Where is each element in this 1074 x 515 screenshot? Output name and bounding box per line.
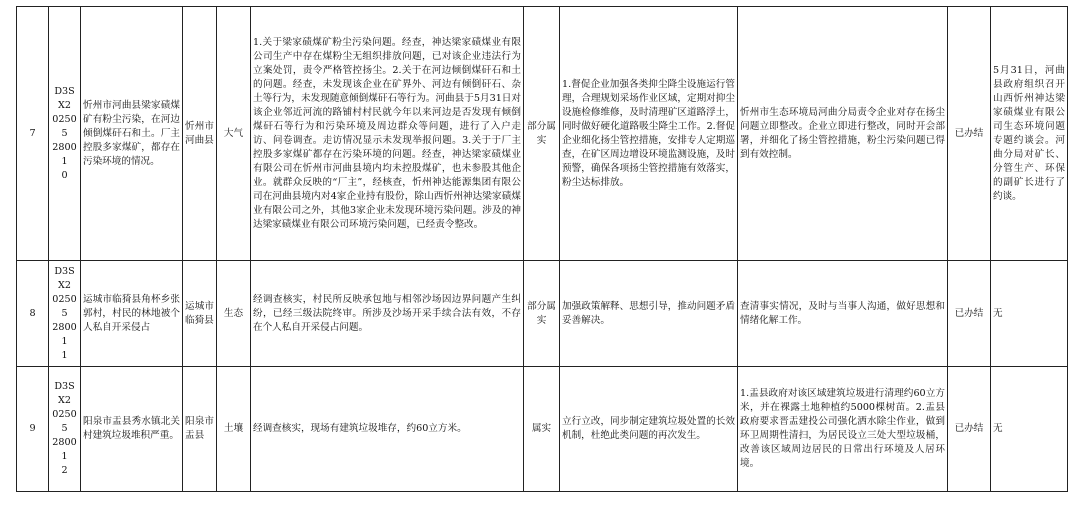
status-cell: 已办结 <box>948 261 991 367</box>
case-code-cell: D3SX2 02505 28001 1 <box>49 261 81 367</box>
case-table <box>16 6 1068 492</box>
rectification-cell: 1.督促企业加强各类抑尘降尘设施运行管理，合理规划采场作业区域，定期对抑尘设施检修维修，及时清理矿区道路浮土，同时做好硬化道路吸尘降尘工作。2.督促企业细化扬尘管控措施，安排专人定期巡查，在矿区周边增设环境监测设施，及时预警，确保各项扬尘管控措施有效落实，粉尘达标排放。 <box>560 7 738 261</box>
location-cell: 运城市临猗县 <box>183 261 217 367</box>
rectification-cell: 加强政策解释、思想引导，推动问题矛盾妥善解决。 <box>560 261 738 367</box>
accountability-cell: 5月31日，河曲县政府组织召开山西忻州神达梁家碛煤业有限公司生态环境问题专题约谈会。河曲分局对矿长、分管生产、环保的副矿长进行了约谈。 <box>991 7 1068 261</box>
result-cell: 查清事实情况，及时与当事人沟通，做好思想和情绪化解工作。 <box>738 261 948 367</box>
accountability-cell: 无 <box>991 367 1068 492</box>
complaint-cell: 运城市临猗县角杯乡张郭村，村民的林地被个人私自开采侵占 <box>81 261 183 367</box>
category-cell: 大气 <box>217 7 251 261</box>
table-row <box>17 261 1068 367</box>
table-row <box>17 7 1068 261</box>
location-cell: 忻州市河曲县 <box>183 7 217 261</box>
findings-cell: 1.关于梁家碛煤矿粉尘污染问题。经查，神达梁家碛煤业有限公司生产中存在煤粉尘无组织排放问题，已对该企业违法行为立案处罚，责令严格管控扬尘。2.关于在河边倾倒煤矸石和土的问题。经查，未发现该企业在矿界外、河边有倾倒矸石、杂土等行为，未发现随意倾倒煤矸石等行为。河曲县于5月31日对该企业邻近河流的路铺村村民就今年以来河边是否发现有倾倒煤矸石等行为和污染环境及周边群众等问题，进行了入户走访、问卷调查。走访情况显示未发现举报问题。3.关于于厂主控股多家煤矿都存在污染环境的问题。经查，神达梁家碛煤业有限公司在忻州市河曲县境内均未控股煤矿，也未参股其他企业。就群众反映的“厂主”，经核查，忻州神达能源集团有限公司在河曲县境内对4家企业持有股份，除山西忻州神达梁家碛煤业有限公司之外，其他3家企业未发现环境污染问题。涉及的神达梁家碛煤业有限公司环境污染问题，已经责令整改。 <box>251 7 524 261</box>
status-cell: 已办结 <box>948 367 991 492</box>
verdict-cell: 部分属实 <box>524 7 560 261</box>
verdict-cell: 属实 <box>524 367 560 492</box>
location-cell: 阳泉市盂县 <box>183 367 217 492</box>
complaint-cell: 阳泉市盂县秀水镇北关村建筑垃圾堆积严重。 <box>81 367 183 492</box>
verdict-cell: 部分属实 <box>524 261 560 367</box>
seq-cell: 7 <box>17 7 49 261</box>
seq-cell: 8 <box>17 261 49 367</box>
case-code-cell: D3SX2 02505 28001 2 <box>49 367 81 492</box>
table-row <box>17 367 1068 492</box>
findings-cell: 经调查核实，村民所反映承包地与相邻沙场因边界问题产生纠纷，已经三级法院终审。所涉及沙场开采手续合法有效，不存在个人私自开采侵占问题。 <box>251 261 524 367</box>
category-cell: 土壤 <box>217 367 251 492</box>
findings-cell: 经调查核实，现场有建筑垃圾堆存，约60立方米。 <box>251 367 524 492</box>
case-code-cell: D3SX2 02505 28001 0 <box>49 7 81 261</box>
result-cell: 忻州市生态环境局河曲分局责令企业对存在扬尘问题立即整改。企业立即进行整改，同时开会部署，并细化了扬尘管控措施，粉尘污染问题已得到有效控制。 <box>738 7 948 261</box>
rectification-cell: 立行立改，同步制定建筑垃圾处置的长效机制，杜绝此类问题的再次发生。 <box>560 367 738 492</box>
status-cell: 已办结 <box>948 7 991 261</box>
seq-cell: 9 <box>17 367 49 492</box>
category-cell: 生态 <box>217 261 251 367</box>
accountability-cell: 无 <box>991 261 1068 367</box>
result-cell: 1.盂县政府对该区域建筑垃圾进行清理约60立方米，并在裸露土地种植约5000棵树苗。2.盂县政府要求晋盂建投公司强化洒水除尘作业，做到环卫周期性清扫，为居民设立三处大型垃圾桶，改善该区域周边居民的日常出行环境及人居环境。 <box>738 367 948 492</box>
complaint-cell: 忻州市河曲县梁家碛煤矿有粉尘污染，在河边倾倒煤矸石和土。厂主控股多家煤矿，都存在污染环境的情况。 <box>81 7 183 261</box>
